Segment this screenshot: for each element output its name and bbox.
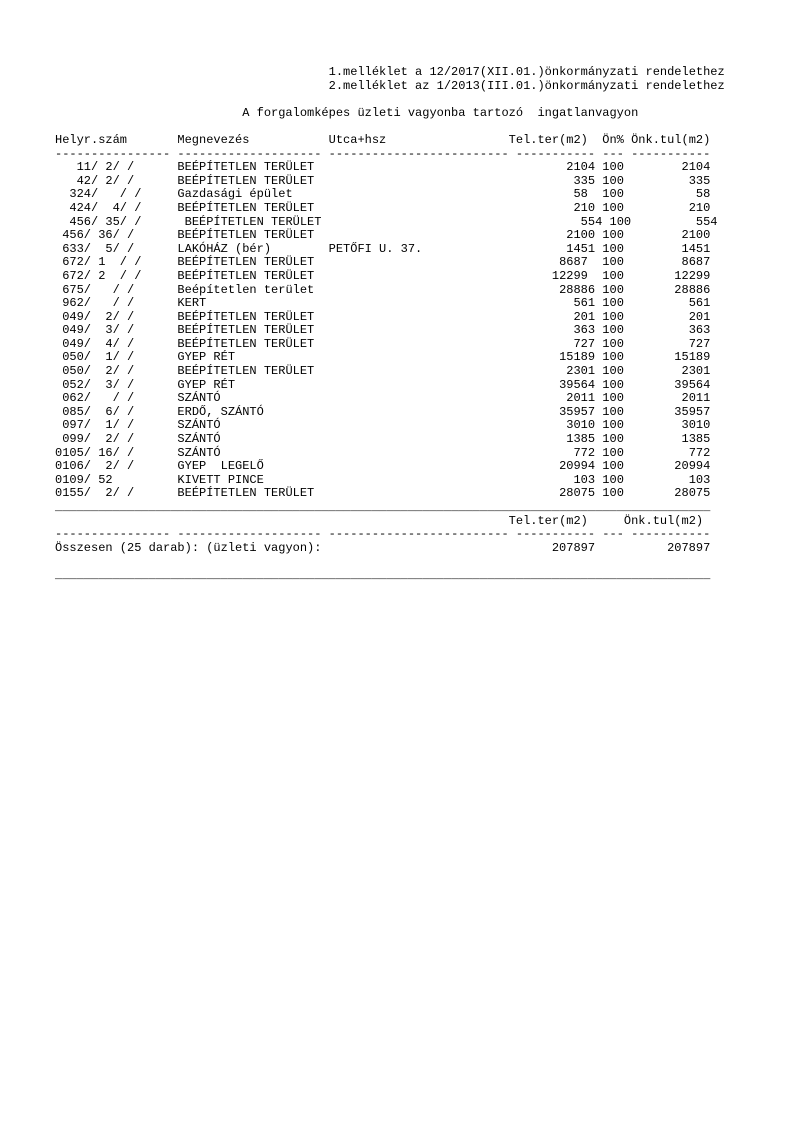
table-row: 456/ 35/ / BEÉPÍTETLEN TERÜLET 554 100 554 bbox=[55, 214, 718, 229]
table-header-row bbox=[55, 134, 735, 148]
summary-total-onk-tul: 207897 bbox=[667, 540, 711, 555]
table-row: 962/ / / KERT 561 100 561 bbox=[55, 296, 711, 311]
table-row: 672/ 1 / / BEÉPÍTETLEN TERÜLET 8687 100 8687 bbox=[55, 255, 711, 270]
solid-rule: ___________________________________________________________________________________________ bbox=[55, 500, 711, 514]
col-header-tel-ter: Tel.ter(m2) bbox=[508, 132, 588, 147]
table-row: 675/ / / Beépítetlen terület 28886 100 28886 bbox=[55, 282, 711, 297]
table-row: 052/ 3/ / GYEP RÉT 39564 100 39564 bbox=[55, 377, 711, 392]
col-header-on-percent: Ön% bbox=[602, 132, 624, 147]
summary-total-tel-ter: 207897 bbox=[551, 540, 596, 555]
summary-col-header-onk-tul: Önk.tul(m2) bbox=[623, 513, 704, 528]
table-row: 099/ 2/ / SZÁNTÓ 1385 100 1385 bbox=[55, 432, 711, 447]
blank-line bbox=[55, 93, 735, 107]
table-row: 049/ 2/ / BEÉPÍTETLEN TERÜLET 201 100 201 bbox=[55, 309, 711, 324]
table-row: 0155/ 2/ / BEÉPÍTETLEN TERÜLET 28075 100 28075 bbox=[55, 486, 711, 501]
table-row: 42/ 2/ / BEÉPÍTETLEN TERÜLET 335 100 335 bbox=[55, 173, 711, 188]
summary-total-row bbox=[55, 542, 735, 556]
table-row: 050/ 1/ / GYEP RÉT 15189 100 15189 bbox=[55, 350, 711, 365]
attachment-reference-1: 1.melléklet a 12/2017(XII.01.)önkormányzati rendelethez bbox=[328, 65, 725, 79]
summary-header-row bbox=[55, 515, 735, 529]
table-row: 050/ 2/ / BEÉPÍTETLEN TERÜLET 2301 100 2301 bbox=[55, 364, 711, 379]
table-row: 0109/ 52 KIVETT PINCE 103 100 103 bbox=[55, 472, 711, 487]
dash-separator: ---------------- -------------------- ------------------------- ----------- --- ----------- bbox=[55, 527, 711, 542]
table-row: 633/ 5/ / LAKÓHÁZ (bér) PETŐFI U. 37. 1451 100 1451 bbox=[55, 241, 711, 256]
col-header-onk-tul: Önk.tul(m2) bbox=[631, 132, 711, 147]
col-header-utca-hsz: Utca+hsz bbox=[328, 132, 387, 147]
table-rows bbox=[55, 161, 735, 501]
table-row: 324/ / / Gazdasági épület 58 100 58 bbox=[55, 187, 711, 202]
table-row: 456/ 36/ / BEÉPÍTETLEN TERÜLET 2100 100 2100 bbox=[55, 228, 711, 243]
summary-total-label: Összesen (25 darab): (üzleti vagyon): bbox=[55, 540, 322, 555]
dash-separator: ---------------- -------------------- ------------------------- ----------- --- ----------- bbox=[55, 146, 711, 161]
table-row: 049/ 4/ / BEÉPÍTETLEN TERÜLET 727 100 727 bbox=[55, 336, 711, 351]
page-title: A forgalomképes üzleti vagyonba tartozó ingatlanvagyon bbox=[242, 105, 639, 120]
table-row: 672/ 2 / / BEÉPÍTETLEN TERÜLET 12299 100 12299 bbox=[55, 268, 711, 283]
table-row: 11/ 2/ / BEÉPÍTETLEN TERÜLET 2104 100 2104 bbox=[55, 160, 711, 175]
table-row: 085/ 6/ / ERDŐ, SZÁNTÓ 35957 100 35957 bbox=[55, 404, 711, 419]
blank-line bbox=[55, 120, 735, 134]
col-header-helyr-szam: Helyr.szám bbox=[55, 132, 128, 147]
solid-rule: ___________________________________________________________________________________________ bbox=[55, 567, 711, 582]
summary-col-header-tel-ter: Tel.ter(m2) bbox=[508, 513, 588, 528]
table-row: 0105/ 16/ / SZÁNTÓ 772 100 772 bbox=[55, 445, 711, 460]
table-row: 0106/ 2/ / GYEP LEGELŐ 20994 100 20994 bbox=[55, 459, 711, 474]
attachment-reference-2: 2.melléklet az 1/2013(III.01.)önkormányzati rendelethez bbox=[328, 78, 725, 93]
table-row: 062/ / / SZÁNTÓ 2011 100 2011 bbox=[55, 391, 711, 406]
table-row: 097/ 1/ / SZÁNTÓ 3010 100 3010 bbox=[55, 418, 711, 433]
document-body bbox=[55, 66, 735, 583]
table-row: 049/ 3/ / BEÉPÍTETLEN TERÜLET 363 100 363 bbox=[55, 323, 711, 338]
blank-line bbox=[55, 555, 735, 569]
table-row: 424/ 4/ / BEÉPÍTETLEN TERÜLET 210 100 210 bbox=[55, 200, 711, 215]
col-header-megnevezes: Megnevezés bbox=[177, 132, 250, 147]
